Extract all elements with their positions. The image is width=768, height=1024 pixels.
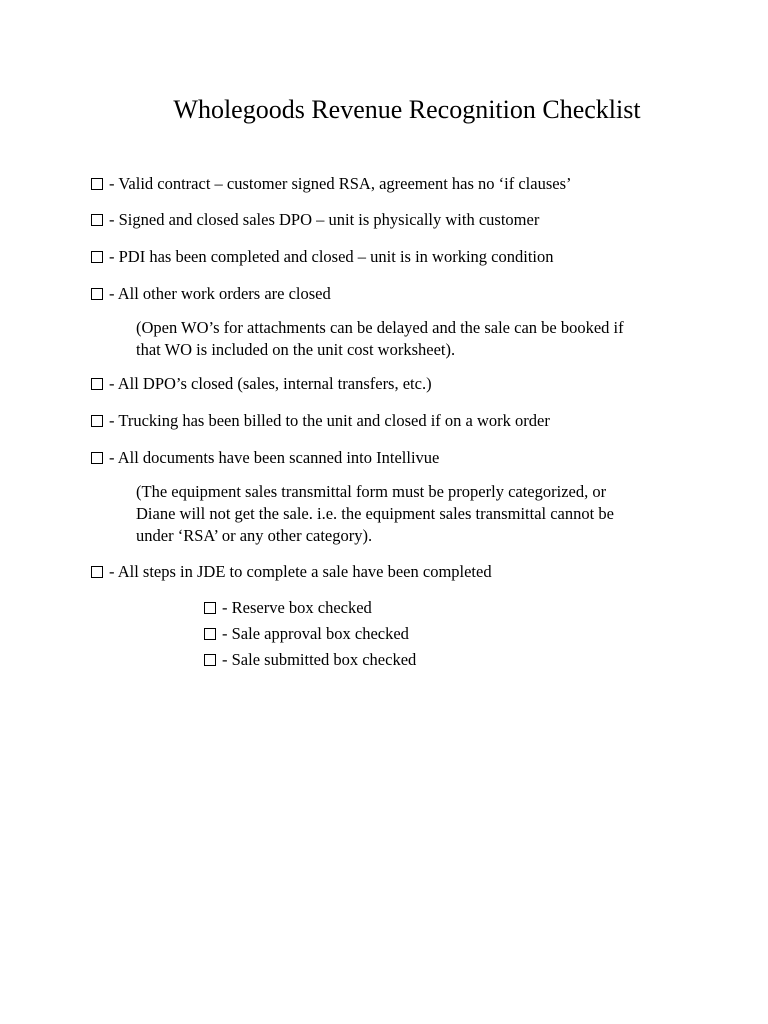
sub-checklist-item — [204, 597, 372, 619]
checklist-item — [91, 447, 439, 469]
note-line: Diane will not get the sale. i.e. the equipment sales transmittal cannot be — [136, 504, 614, 523]
checkbox-icon[interactable] — [91, 251, 103, 263]
checkbox-icon[interactable] — [91, 452, 103, 464]
page-title: Wholegoods Revenue Recognition Checklist — [173, 95, 641, 124]
checklist-item-text: - PDI has been completed and closed – unit is in working condition — [109, 247, 554, 266]
checkbox-icon[interactable] — [204, 654, 216, 666]
checklist-item-text: - All steps in JDE to complete a sale have been completed — [109, 562, 492, 581]
checklist-item-text: - Valid contract – customer signed RSA, agreement has no ‘if clauses’ — [109, 174, 572, 193]
checklist-item-text: - All other work orders are closed — [109, 284, 331, 303]
checkbox-icon[interactable] — [91, 214, 103, 226]
sub-checklist-item — [204, 623, 409, 645]
checklist-item — [91, 283, 331, 305]
checklist-item — [91, 561, 492, 583]
note-line: that WO is included on the unit cost worksheet). — [136, 340, 456, 359]
checklist-item-text: - Signed and closed sales DPO – unit is physically with customer — [109, 210, 540, 229]
checkbox-icon[interactable] — [204, 602, 216, 614]
checklist-item — [91, 246, 554, 268]
checkbox-icon[interactable] — [91, 566, 103, 578]
checkbox-icon[interactable] — [91, 288, 103, 300]
checklist-item-text: - Trucking has been billed to the unit and closed if on a work order — [109, 411, 550, 430]
documents-note — [136, 481, 614, 547]
checklist-item — [91, 410, 550, 432]
checklist-item-text: - All DPO’s closed (sales, internal transfers, etc.) — [109, 374, 432, 393]
sub-checklist-item-text: - Sale approval box checked — [222, 624, 409, 643]
checkbox-icon[interactable] — [204, 628, 216, 640]
sub-checklist-item-text: - Reserve box checked — [222, 598, 372, 617]
checkbox-icon[interactable] — [91, 378, 103, 390]
checkbox-icon[interactable] — [91, 415, 103, 427]
checklist-item — [91, 209, 539, 231]
checklist-item — [91, 173, 571, 195]
sub-checklist-item — [204, 649, 416, 671]
note-line: under ‘RSA’ or any other category). — [136, 526, 373, 545]
checklist-item — [91, 373, 432, 395]
checkbox-icon[interactable] — [91, 178, 103, 190]
sub-checklist-item-text: - Sale submitted box checked — [222, 650, 417, 669]
checklist-item-text: - All documents have been scanned into Intellivue — [109, 448, 440, 467]
work-orders-note — [136, 317, 624, 361]
note-line: (The equipment sales transmittal form must be properly categorized, or — [136, 482, 607, 501]
note-line: (Open WO’s for attachments can be delayed and the sale can be booked if — [136, 318, 624, 337]
